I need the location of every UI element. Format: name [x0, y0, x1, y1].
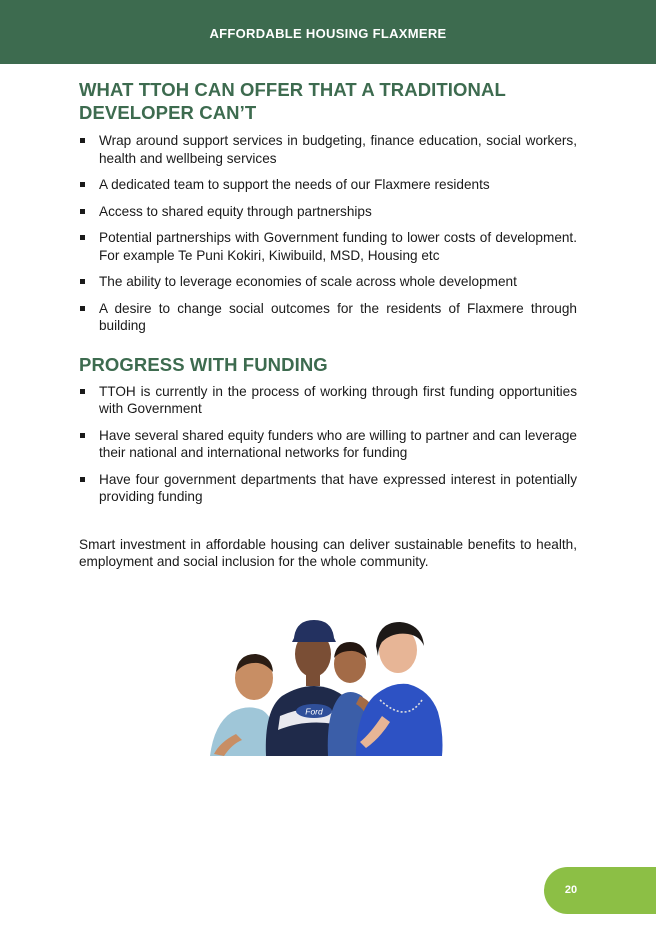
bullet-icon — [80, 138, 85, 143]
closing-paragraph: Smart investment in affordable housing can deliver sustainable benefits to health, employment and social inclusion for the whole community. — [79, 536, 577, 569]
family-photo — [210, 616, 444, 756]
offer-section — [79, 78, 577, 335]
list-item — [79, 203, 577, 221]
bullet-icon — [80, 477, 85, 482]
bullet-icon — [80, 433, 85, 438]
bullet-icon — [80, 182, 85, 187]
bullet-icon — [80, 235, 85, 240]
funding-section — [79, 353, 577, 506]
list-item — [79, 132, 577, 167]
bullet-icon — [80, 306, 85, 311]
list-item-text: Access to shared equity through partnerships — [99, 203, 372, 219]
offer-heading: WHAT TTOH CAN OFFER THAT A TRADITIONAL DEVELOPER CAN’T — [79, 79, 506, 123]
page-number-tab — [544, 867, 656, 914]
bullet-icon — [80, 389, 85, 394]
bullet-icon — [80, 279, 85, 284]
list-item-text: The ability to leverage economies of scale across whole development — [99, 274, 517, 289]
page-number: 20 — [564, 884, 578, 896]
list-item — [79, 176, 577, 194]
jersey-logo: Ford — [305, 706, 323, 717]
list-item-text: Potential partnerships with Government funding to lower costs of development. For example Te Puni Kokiri, Kiwibuild, MSD, Housing etc — [99, 230, 577, 263]
list-item-text: Have several shared equity funders who are willing to partner and can leverage their national and international networks for funding — [99, 427, 577, 460]
list-item — [79, 471, 577, 506]
list-item — [79, 383, 577, 418]
page-header — [0, 0, 656, 64]
list-item-text: Have four government departments that have expressed interest in potentially providing funding — [99, 471, 577, 504]
list-item-text: Wrap around support services in budgeting, finance education, social workers, health and wellbeing services — [99, 133, 577, 166]
woman-figure — [356, 622, 443, 756]
list-item — [79, 229, 577, 264]
list-item — [79, 300, 577, 335]
page-content — [79, 78, 577, 571]
funding-list — [79, 383, 577, 506]
list-item-text: TTOH is currently in the process of working through first funding opportunities with Government — [99, 383, 577, 416]
header-title: AFFORDABLE HOUSING FLAXMERE — [209, 25, 447, 41]
funding-heading: PROGRESS WITH FUNDING — [79, 353, 328, 375]
list-item — [79, 427, 577, 462]
bullet-icon — [80, 209, 85, 214]
list-item-text: A desire to change social outcomes for the residents of Flaxmere through building — [99, 300, 577, 333]
list-item-text: A dedicated team to support the needs of our Flaxmere residents — [99, 177, 490, 192]
offer-list — [79, 132, 577, 335]
list-item — [79, 273, 577, 291]
